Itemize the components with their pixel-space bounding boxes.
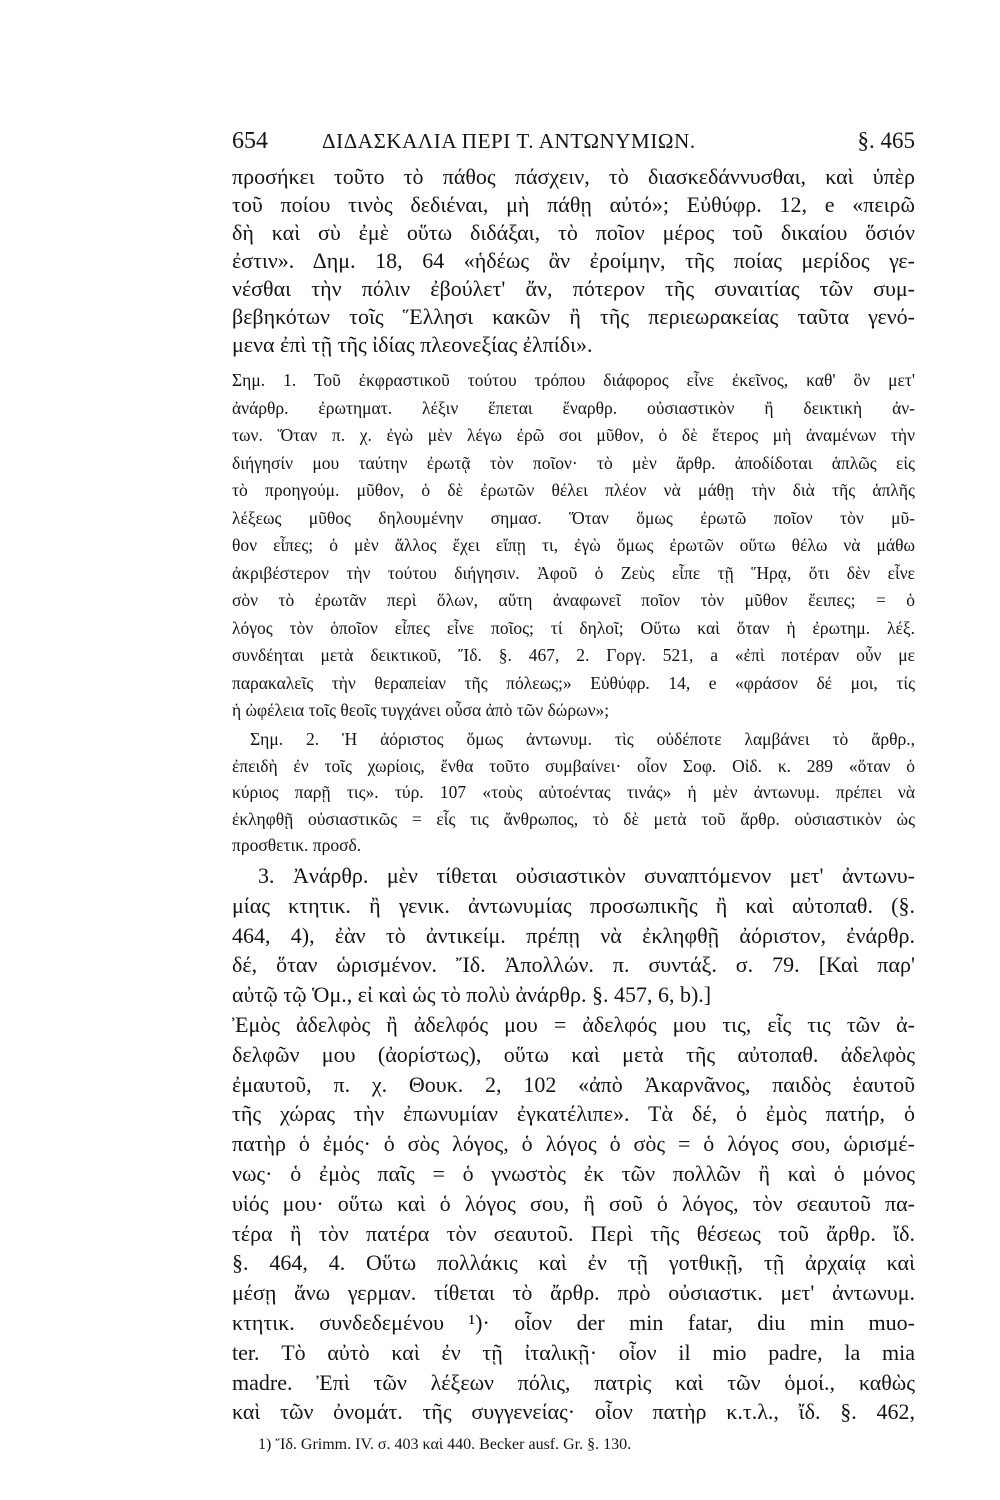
paragraph-line: δέ, ὅταν ὡρισμένον. Ἴδ. Ἀπολλών. π. συντάξ. σ. 79. [Καὶ παρ' — [232, 952, 915, 978]
note-line: λόγος τὸν ὁποῖον εἶπες εἶνε ποῖος; τί δηλοῖ; Οὕτω καὶ ὅταν ἡ ἐρωτημ. λέξ. — [232, 617, 915, 638]
note-line: των. Ὅταν π. χ. ἐγὼ μὲν λέγω ἐρῶ σοι μῦθον, ὁ δὲ ἕτερος μὴ ἀναμένων τὴν — [232, 425, 915, 445]
paragraph-line: νως· ὁ ἐμὸς παῖς = ὁ γνωστὸς ἐκ τῶν πολλῶν ἢ καὶ ὁ μόνος — [232, 1160, 915, 1186]
paragraph-line: μενα ἐπὶ τῇ τῆς ἰδίας πλεονεξίας ἐλπίδι». — [232, 332, 593, 357]
note-line: συνδέηται μετὰ δεικτικοῦ, Ἴδ. §. 467, 2. Γοργ. 521, a «ἐπὶ ποτέραν οὖν με — [232, 645, 915, 665]
paragraph-line: κτητικ. συνδεδεμένου ¹)· οἷον der min fatar, diu min muo- — [232, 1309, 915, 1335]
paragraph-line: τῆς χώρας τὴν ἐπωνυμίαν ἐγκατέλιπε». Τὰ δέ, ὁ ἐμὸς πατήρ, ὁ — [232, 1101, 915, 1127]
paragraph-line: δελφῶν μου (ἀορίστως), οὕτω καὶ μετὰ τῆς αὐτοπαθ. ἀδελφὸς — [232, 1041, 915, 1067]
paragraph-line: αὐτῷ τῷ Ὁμ., εἰ καὶ ὡς τὸ πολὺ ἀνάρθρ. §. 457, 6, b).] — [232, 982, 712, 1008]
paragraph-continuation — [232, 163, 915, 359]
paragraph-line: 3. Ἀνάρθρ. μὲν τίθεται οὐσιαστικὸν συναπτόμενον μετ' ἀντωνυ- — [258, 863, 915, 888]
note-1 — [232, 367, 915, 725]
paragraph-line: μίας κτητικ. ἢ γενικ. ἀντωνυμίας προσωπικῆς ἢ καὶ αὐτοπαθ. (§. — [232, 892, 915, 918]
paragraph-line: ter. Τὸ αὐτὸ καὶ ἐν τῇ ἰταλικῇ· οἷον il mio padre, la mia — [232, 1339, 915, 1365]
paragraph-line: βεβηκότων τοῖς Ἕλλησι κακῶν ἢ τῆς περιεωρακείας ταῦτα γενό- — [232, 304, 915, 329]
paragraph-line: τοῦ ποίου τινὸς δεδιέναι, μὴ πάθῃ αὐτό»; Εὐθύφρ. 12, e «πειρῶ — [232, 192, 915, 217]
note-line: τὸ προηγούμ. μῦθον, ὁ δὲ ἐρωτῶν θέλει πλέον νὰ μάθῃ τὴν διὰ τῆς ἁπλῆς — [232, 480, 915, 500]
paragraph-line: μέσῃ ἄνω γερμαν. τίθεται τὸ ἄρθρ. πρὸ οὐσιαστικ. μετ' ἀντωνυμ. — [232, 1280, 915, 1306]
note-2 — [232, 726, 915, 859]
note-line: ἡ ὠφέλεια τοῖς θεοῖς τυγχάνει οὖσα ἀπὸ τῶν δώρων»; — [232, 700, 610, 720]
paragraph-line: πατὴρ ὁ ἐμός· ὁ σὸς λόγος, ὁ λόγος ὁ σὸς = ὁ λόγος σου, ὡρισμέ- — [232, 1131, 915, 1157]
paragraph-line: δὴ καὶ σὺ ἐμὲ οὕτω διδάξαι, τὸ ποῖον μέρος τοῦ δικαίου ὅσιόν — [232, 220, 915, 245]
note-line: ἐκληφθῇ οὐσιαστικῶς = εἷς τις ἄνθρωπος, τὸ δὲ μετὰ τοῦ ἄρθρ. οὐσιαστικὸν ὡς — [232, 808, 915, 829]
paragraph-line: ἐστιν». Δημ. 18, 64 «ἡδέως ἂν ἐροίμην, τῆς ποίας μερίδος γε- — [232, 248, 915, 273]
note-line: ἀνάρθρ. ἐρωτηματ. λέξιν ἕπεται ἔναρθρ. οὐσιαστικὸν ἢ δεικτικὴ ἀν- — [232, 397, 915, 418]
paragraph-3 — [232, 861, 915, 1427]
paragraph-line: τέρα ἢ τὸν πατέρα τὸν σεαυτοῦ. Περὶ τῆς θέσεως τοῦ ἄρθρ. ἴδ. — [232, 1220, 915, 1246]
note-line: Σημ. 2. Ἡ ἀόριστος ὅμως ἀντωνυμ. τὶς οὐδέποτε λαμβάνει τὸ ἄρθρ., — [250, 729, 915, 749]
running-header — [232, 126, 915, 156]
note-line: λέξεως μῦθος δηλουμένην σημασ. Ὅταν ὅμως ἐρωτῶ ποῖον τὸν μῦ- — [232, 507, 915, 528]
page-number: 654 — [232, 128, 268, 154]
paragraph-line: ἐμαυτοῦ, π. χ. Θουκ. 2, 102 «ἀπὸ Ἀκαρνᾶνος, παιδὸς ἑαυτοῦ — [232, 1071, 915, 1097]
note-line: κύριος παρῇ τις». τύρ. 107 «τοὺς αὐτοέντας τινάς» ἡ μὲν ἀντωνυμ. πρέπει νὰ — [232, 782, 915, 802]
note-line: παρακαλεῖς τὴν θεραπείαν τῆς πόλεως;» Εὐθύφρ. 14, e «φράσον δέ μοι, τίς — [232, 672, 915, 693]
paragraph-line: §. 464, 4. Οὕτω πολλάκις καὶ ἐν τῇ γοτθικῇ, τῇ ἀρχαίᾳ καὶ — [232, 1250, 915, 1276]
section-number: §. 465 — [857, 128, 915, 153]
paragraph-line: madre. Ἐπὶ τῶν λέξεων πόλις, πατρὶς καὶ τῶν ὁμοί., καθὼς — [232, 1369, 915, 1395]
paragraph-line: 464, 4), ἐὰν τὸ ἀντικείμ. πρέπῃ νὰ ἐκληφθῇ ἀόριστον, ἐνάρθρ. — [232, 922, 915, 948]
note-line: σὸν τὸ ἐρωτᾶν περὶ ὅλων, αὕτη ἀναφωνεῖ ποῖον τὸν μῦθον ἔειπες; = ὁ — [232, 590, 915, 610]
footnote: 1) Ἴδ. Grimm. IV. σ. 403 καὶ 440. Becker ausf. Gr. §. 130. — [258, 1436, 632, 1453]
paragraph-line: υἱός μου· οὕτω καὶ ὁ λόγος σου, ἢ σοῦ ὁ λόγος, τὸν σεαυτοῦ πα- — [232, 1190, 915, 1216]
paragraph-line: Ἐμὸς ἀδελφὸς ἢ ἀδελφός μου = ἀδελφός μου τις, εἷς τις τῶν ἀ- — [232, 1011, 915, 1037]
note-line: προσθετικ. προσδ. — [232, 835, 362, 855]
paragraph-line: καὶ τῶν ὀνομάτ. τῆς συγγενείας· οἷον πατὴρ κ.τ.λ., ἴδ. §. 462, — [232, 1399, 915, 1425]
paragraph-line: νέσθαι τὴν πόλιν ἐβούλετ' ἄν, πότερον τῆς συναιτίας τῶν συμ- — [232, 276, 915, 301]
note-line: ἀκριβέστερον τὴν τούτου διήγησιν. Ἀφοῦ ὁ Ζεὺς εἶπε τῇ Ἥρᾳ, ὅτι δὲν εἶνε — [232, 562, 915, 583]
note-line: θον εἶπες; ὁ μὲν ἄλλος ἔχει εἴπῃ τι, ἐγὼ ὅμως ἐρωτῶν οὕτω θέλω νὰ μάθω — [232, 535, 915, 555]
running-title: ΔΙΔΑΣΚΑΛΙΑ ΠΕΡΙ Τ. ΑΝΤΩΝΥΜΙΩΝ. — [322, 129, 696, 153]
paragraph-line: προσήκει τοῦτο τὸ πάθος πάσχειν, τὸ διασκεδάννυσθαι, καὶ ὑπὲρ — [232, 164, 915, 189]
note-line: Σημ. 1. Τοῦ ἐκφραστικοῦ τούτου τρόπου διάφορος εἶνε ἐκεῖνος, καθ' ὃν μετ' — [232, 370, 915, 390]
note-line: διήγησίν μου ταύτην ἐρωτᾷ τὸν ποῖον· τὸ μὲν ἄρθρ. ἀποδίδοται ἁπλῶς εἰς — [232, 452, 915, 473]
note-line: ἐπειδὴ ἐν τοῖς χωρίοις, ἔνθα τοῦτο συμβαίνει· οἷον Σοφ. Οἰδ. κ. 289 «ὅταν ὁ — [232, 755, 915, 776]
